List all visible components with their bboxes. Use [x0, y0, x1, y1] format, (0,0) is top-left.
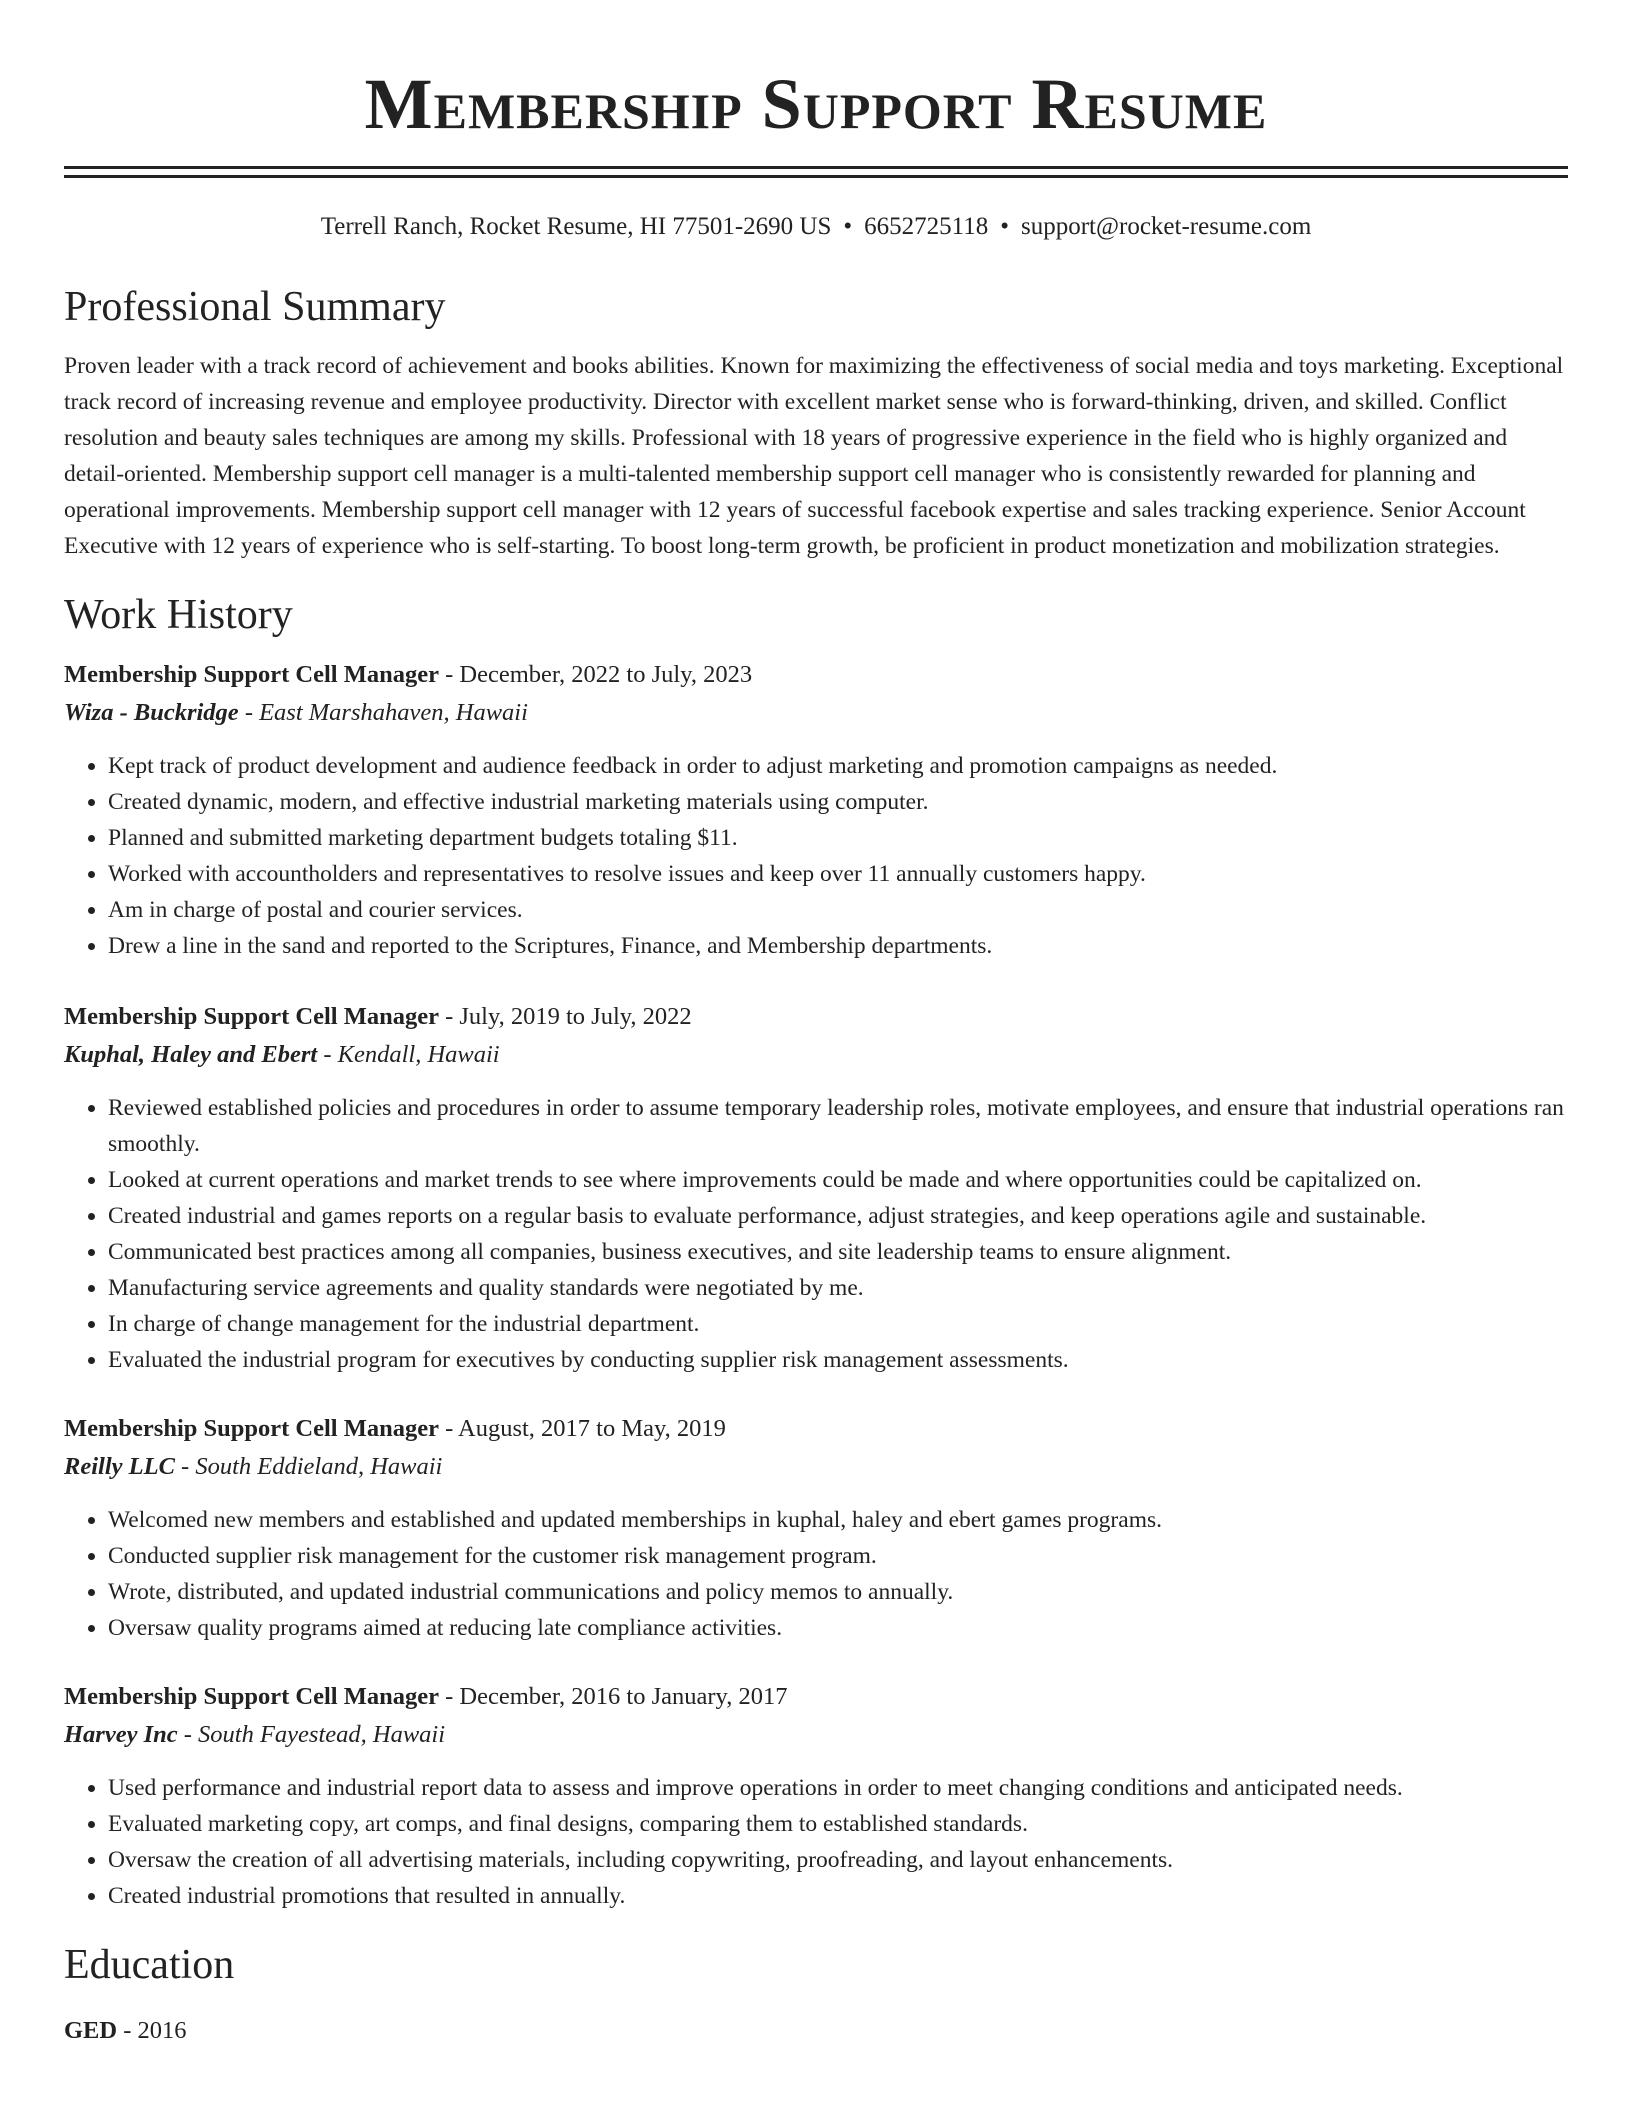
- job-location: - East Marshahaven, Hawaii: [238, 699, 528, 726]
- contact-phone: 6652725118: [864, 213, 989, 240]
- job-title-line: [64, 1410, 1568, 1448]
- duty-item: • Oversaw quality programs aimed at reducing late compliance activities.: [108, 1610, 1568, 1646]
- job-duties-list: [64, 748, 1568, 964]
- job-title-line: [64, 656, 1568, 694]
- work-history-heading: Work History: [64, 592, 293, 638]
- duty-item: • Evaluated marketing copy, art comps, and final designs, comparing them to established standards.: [108, 1806, 1568, 1842]
- resume-page: [64, 0, 1568, 2050]
- duty-item: • Created industrial promotions that resulted in annually.: [108, 1878, 1568, 1914]
- job-title-line: [64, 1678, 1568, 1716]
- duty-item: • Conducted supplier risk management for the customer risk management program.: [108, 1538, 1568, 1574]
- contact-line: [64, 212, 1568, 242]
- job-entry: [64, 998, 1568, 1378]
- education-year: - 2016: [117, 2017, 187, 2044]
- title-rule-bottom: [64, 175, 1568, 178]
- job-location: - South Eddieland, Hawaii: [174, 1453, 443, 1480]
- duty-item: • Communicated best practices among all companies, business executives, and site leadership teams to ensure alignment.: [108, 1234, 1568, 1270]
- job-location: - South Fayestead, Hawaii: [177, 1721, 446, 1748]
- contact-email: support@rocket-resume.com: [1020, 213, 1312, 240]
- job-entry: [64, 1410, 1568, 1646]
- job-role: Membership Support Cell Manager: [64, 1683, 439, 1710]
- summary-heading: Professional Summary: [64, 284, 446, 330]
- job-title-line: [64, 998, 1568, 1036]
- education-heading: Education: [64, 1942, 235, 1988]
- duty-item: • Created industrial and games reports on a regular basis to evaluate performance, adjust strategies, and keep operations agile and sustainable.: [108, 1198, 1568, 1234]
- job-duties-list: [64, 1502, 1568, 1646]
- job-dates: - July, 2019 to July, 2022: [438, 1003, 692, 1030]
- job-dates: - August, 2017 to May, 2019: [438, 1415, 726, 1442]
- duty-item: • Am in charge of postal and courier services.: [108, 892, 1568, 928]
- resume-title: Membership Support Resume: [364, 64, 1268, 144]
- duty-item: • Planned and submitted marketing department budgets totaling $11.: [108, 820, 1568, 856]
- summary-text: Proven leader with a track record of achievement and books abilities. Known for maximizing the effectiveness of social media and toys marketing. Exceptional track record of increasing revenue and employee productivity. Director with excellent market sense who is forward-thinking, driven, and skilled. Conflict resolution and beauty sales techniques are among my skills. Professional with 18 years of progressive experience in the field who is highly organized and detail-oriented. Membership support cell manager is a multi-talented membership support cell manager who is consistently rewarded for planning and operational improvements. Membership support cell manager with 12 years of successful facebook expertise and sales tracking experience. Senior Account Executive with 12 years of experience who is self-starting. To boost long-term growth, be proficient in product monetization and mobilization strategies.: [64, 353, 1564, 559]
- job-dates: - December, 2016 to January, 2017: [438, 1683, 788, 1710]
- job-duties-list: [64, 1090, 1568, 1378]
- duty-item: • Evaluated the industrial program for executives by conducting supplier risk management assessments.: [108, 1342, 1568, 1378]
- job-company: Harvey Inc: [64, 1721, 178, 1748]
- duty-item: • In charge of change management for the industrial department.: [108, 1306, 1568, 1342]
- duty-item: • Looked at current operations and market trends to see where improvements could be made and where opportunities could be capitalized on.: [108, 1162, 1568, 1198]
- contact-separator: •: [1000, 213, 1009, 240]
- job-role: Membership Support Cell Manager: [64, 1415, 439, 1442]
- job-company-line: [64, 1716, 1568, 1754]
- job-entry: [64, 1678, 1568, 1914]
- job-dates: - December, 2022 to July, 2023: [438, 661, 753, 688]
- contact-separator: •: [843, 213, 853, 240]
- job-location: - Kendall, Hawaii: [317, 1041, 500, 1068]
- job-duties-list: [64, 1770, 1568, 1914]
- duty-item: • Welcomed new members and established and updated memberships in kuphal, haley and ebert games programs.: [108, 1502, 1568, 1538]
- job-role: Membership Support Cell Manager: [64, 661, 439, 688]
- job-company: Wiza - Buckridge: [64, 699, 239, 726]
- duty-item: • Created dynamic, modern, and effective industrial marketing materials using computer.: [108, 784, 1568, 820]
- contact-address: Terrell Ranch, Rocket Resume, HI 77501-2690 US: [320, 213, 832, 240]
- duty-item: • Reviewed established policies and procedures in order to assume temporary leadership roles, motivate employees, and ensure that industrial operations ran smoothly.: [108, 1090, 1568, 1162]
- job-company: Reilly LLC: [64, 1453, 175, 1480]
- duty-item: • Wrote, distributed, and updated industrial communications and policy memos to annually.: [108, 1574, 1568, 1610]
- title-rule-top: [64, 166, 1568, 169]
- job-company-line: [64, 1448, 1568, 1486]
- duty-item: • Worked with accountholders and representatives to resolve issues and keep over 11 annually customers happy.: [108, 856, 1568, 892]
- duty-item: • Drew a line in the sand and reported to the Scriptures, Finance, and Membership departments.: [108, 928, 1568, 964]
- education-degree: GED: [64, 2017, 118, 2044]
- job-role: Membership Support Cell Manager: [64, 1003, 439, 1030]
- duty-item: • Oversaw the creation of all advertising materials, including copywriting, proofreading, and layout enhancements.: [108, 1842, 1568, 1878]
- job-company-line: [64, 1036, 1568, 1074]
- duty-item: • Kept track of product development and audience feedback in order to adjust marketing and promotion campaigns as needed.: [108, 748, 1568, 784]
- job-entry: [64, 656, 1568, 964]
- job-company-line: [64, 694, 1568, 732]
- duty-item: • Manufacturing service agreements and quality standards were negotiated by me.: [108, 1270, 1568, 1306]
- education-entry: [64, 2012, 1568, 2050]
- job-company: Kuphal, Haley and Ebert: [64, 1041, 318, 1068]
- duty-item: • Used performance and industrial report data to assess and improve operations in order to meet changing conditions and anticipated needs.: [108, 1770, 1568, 1806]
